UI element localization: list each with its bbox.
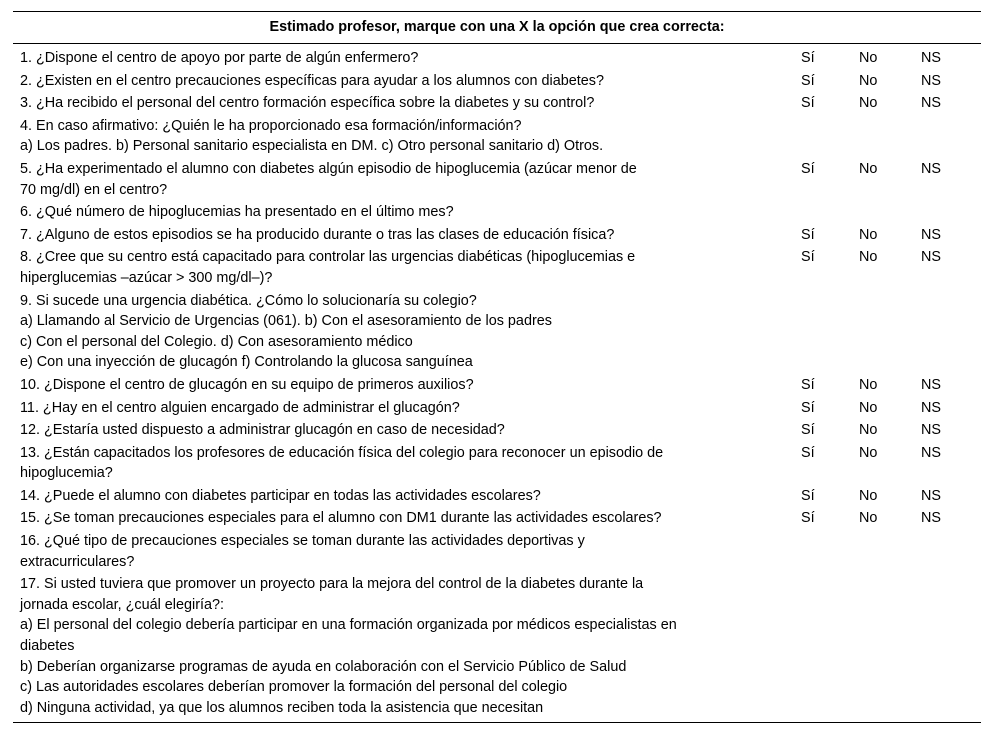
option-si[interactable]: Sí [801, 160, 815, 177]
option-no-cell [848, 574, 910, 723]
table-row [13, 225, 981, 248]
table-row [13, 116, 981, 159]
option-ns-cell [910, 116, 981, 159]
option-no[interactable]: No [859, 50, 878, 66]
question-text [13, 531, 786, 574]
question-line: 16. ¿Qué tipo de precauciones especiales se toman durante las actividades deportivas y [20, 533, 585, 550]
option-no[interactable]: No [859, 249, 878, 266]
table-header: Estimado profesor, marque con una X la opción que crea correcta: [13, 12, 981, 44]
option-no-cell [848, 531, 910, 574]
option-no[interactable]: No [859, 72, 878, 89]
table-row [13, 398, 981, 421]
option-no[interactable]: No [859, 510, 878, 527]
question-line: 12. ¿Estaría usted dispuesto a administrar glucagón en caso de necesidad? [20, 422, 505, 439]
option-ns[interactable]: NS [921, 376, 941, 393]
option-si[interactable]: Sí [801, 50, 815, 66]
option-no[interactable]: No [859, 160, 878, 177]
option-no-cell [848, 159, 910, 202]
option-ns[interactable]: NS [921, 444, 941, 461]
table-row [13, 486, 981, 509]
table-row [13, 443, 981, 486]
option-no-cell [848, 398, 910, 421]
question-line: a) Los padres. b) Personal sanitario especialista en DM. c) Otro personal sanitario d) Otros. [20, 138, 604, 155]
option-no-cell [848, 202, 910, 225]
option-no[interactable]: No [859, 399, 878, 416]
option-ns[interactable]: NS [921, 510, 941, 527]
question-line: 14. ¿Puede el alumno con diabetes participar en todas las actividades escolares? [20, 487, 541, 504]
option-no-cell [848, 225, 910, 248]
table-row [13, 531, 981, 574]
question-line: 5. ¿Ha experimentado el alumno con diabetes algún episodio de hipoglucemia (azúcar menor de [20, 160, 637, 177]
option-ns[interactable]: NS [921, 399, 941, 416]
option-ns-cell [910, 71, 981, 94]
question-line: hipoglucemia? [20, 465, 113, 482]
question-text [13, 71, 786, 94]
option-ns-cell [910, 93, 981, 116]
option-si-cell [786, 247, 848, 290]
option-si-cell [786, 420, 848, 443]
option-si[interactable]: Sí [801, 487, 815, 504]
option-ns[interactable]: NS [921, 226, 941, 243]
option-ns-cell [910, 443, 981, 486]
option-ns-cell [910, 225, 981, 248]
option-ns-cell [910, 420, 981, 443]
question-line: d) Ninguna actividad, ya que los alumnos reciben toda la asistencia que necesitan [20, 699, 544, 716]
option-si-cell [786, 202, 848, 225]
question-line: e) Con una inyección de glucagón f) Controlando la glucosa sanguínea [20, 354, 473, 371]
table-row [13, 420, 981, 443]
question-line: jornada escolar, ¿cuál elegiría?: [20, 596, 224, 613]
option-si-cell [786, 44, 848, 71]
option-no-cell [848, 71, 910, 94]
question-text [13, 291, 786, 375]
option-ns-cell [910, 247, 981, 290]
table-row [13, 93, 981, 116]
question-line: b) Deberían organizarse programas de ayuda en colaboración con el Servicio Público de Salud [20, 658, 627, 675]
table-row [13, 375, 981, 398]
option-no[interactable]: No [859, 376, 878, 393]
option-ns-cell [910, 44, 981, 71]
table-row [13, 71, 981, 94]
option-ns[interactable]: NS [921, 487, 941, 504]
option-no-cell [848, 443, 910, 486]
question-text [13, 116, 786, 159]
question-line: c) Con el personal del Colegio. d) Con asesoramiento médico [20, 333, 413, 350]
question-line: 9. Si sucede una urgencia diabética. ¿Cómo lo solucionaría su colegio? [20, 292, 477, 309]
table-header-row [13, 12, 981, 44]
option-no[interactable]: No [859, 226, 878, 243]
option-si[interactable]: Sí [801, 422, 815, 439]
question-text [13, 247, 786, 290]
option-no-cell [848, 375, 910, 398]
option-si-cell [786, 531, 848, 574]
option-ns[interactable]: NS [921, 72, 941, 89]
option-ns[interactable]: NS [921, 95, 941, 112]
question-text [13, 225, 786, 248]
option-no-cell [848, 116, 910, 159]
option-ns-cell [910, 291, 981, 375]
option-ns-cell [910, 398, 981, 421]
option-ns-cell [910, 202, 981, 225]
question-text [13, 398, 786, 421]
option-no-cell [848, 420, 910, 443]
option-no[interactable]: No [859, 95, 878, 112]
question-line: 13. ¿Están capacitados los profesores de educación física del colegio para reconocer un episodio de [20, 444, 664, 461]
question-text [13, 574, 786, 723]
option-si[interactable]: Sí [801, 376, 815, 393]
question-line: a) Llamando al Servicio de Urgencias (061). b) Con el asesoramiento de los padres [20, 313, 552, 330]
question-text [13, 420, 786, 443]
option-si-cell [786, 225, 848, 248]
option-si-cell [786, 486, 848, 509]
option-no-cell [848, 291, 910, 375]
table-row [13, 44, 981, 71]
question-line: c) Las autoridades escolares deberían promover la formación del personal del colegio [20, 679, 568, 696]
question-line: extracurriculares? [20, 553, 135, 570]
option-no-cell [848, 508, 910, 531]
table-row [13, 508, 981, 531]
question-text [13, 93, 786, 116]
question-text [13, 508, 786, 531]
option-no-cell [848, 247, 910, 290]
option-ns-cell [910, 375, 981, 398]
option-no-cell [848, 93, 910, 116]
table-row [13, 291, 981, 375]
question-line: 15. ¿Se toman precauciones especiales para el alumno con DM1 durante las actividades escolares? [20, 510, 662, 527]
table-row [13, 159, 981, 202]
question-line: 17. Si usted tuviera que promover un proyecto para la mejora del control de la diabetes durante la [20, 576, 644, 593]
question-line: 10. ¿Dispone el centro de glucagón en su equipo de primeros auxilios? [20, 376, 474, 393]
option-si-cell [786, 159, 848, 202]
option-si[interactable]: Sí [801, 72, 815, 89]
option-ns-cell [910, 508, 981, 531]
question-line: hiperglucemias –azúcar > 300 mg/dl–)? [20, 269, 273, 286]
option-ns-cell [910, 531, 981, 574]
option-no[interactable]: No [859, 422, 878, 439]
option-si[interactable]: Sí [801, 399, 815, 416]
option-ns[interactable]: NS [921, 160, 941, 177]
option-si[interactable]: Sí [801, 510, 815, 527]
question-line: 1. ¿Dispone el centro de apoyo por parte de algún enfermero? [20, 50, 419, 66]
option-ns[interactable]: NS [921, 50, 941, 66]
question-line: 7. ¿Alguno de estos episodios se ha producido durante o tras las clases de educación física? [20, 226, 615, 243]
question-line: 11. ¿Hay en el centro alguien encargado de administrar el glucagón? [20, 399, 460, 416]
question-line: 4. En caso afirmativo: ¿Quién le ha proporcionado esa formación/información? [20, 117, 522, 134]
question-text [13, 202, 786, 225]
option-ns[interactable]: NS [921, 422, 941, 439]
option-si[interactable]: Sí [801, 95, 815, 112]
table-row [13, 202, 981, 225]
question-text [13, 486, 786, 509]
question-line: 8. ¿Cree que su centro está capacitado para controlar las urgencias diabéticas (hipoglucemias e [20, 249, 636, 266]
question-line: 2. ¿Existen en el centro precauciones específicas para ayudar a los alumnos con diabetes? [20, 72, 604, 89]
question-text [13, 443, 786, 486]
option-si-cell [786, 574, 848, 723]
option-no-cell [848, 44, 910, 71]
option-no-cell [848, 486, 910, 509]
option-si-cell [786, 291, 848, 375]
option-ns-cell [910, 574, 981, 723]
table-row [13, 247, 981, 290]
option-ns-cell [910, 159, 981, 202]
option-si[interactable]: Sí [801, 444, 815, 461]
question-line: 6. ¿Qué número de hipoglucemias ha presentado en el último mes? [20, 204, 454, 221]
question-line: diabetes [20, 638, 75, 655]
option-si-cell [786, 398, 848, 421]
option-si-cell [786, 508, 848, 531]
option-ns-cell [910, 486, 981, 509]
option-si[interactable]: Sí [801, 226, 815, 243]
table-row [13, 574, 981, 723]
option-no[interactable]: No [859, 444, 878, 461]
question-text [13, 375, 786, 398]
question-line: a) El personal del colegio debería participar en una formación organizada por médicos especialistas en [20, 617, 677, 634]
question-text [13, 44, 786, 71]
question-line: 70 mg/dl) en el centro? [20, 181, 168, 198]
option-si[interactable]: Sí [801, 249, 815, 266]
option-si-cell [786, 116, 848, 159]
option-ns[interactable]: NS [921, 249, 941, 266]
option-si-cell [786, 375, 848, 398]
question-text [13, 159, 786, 202]
option-si-cell [786, 71, 848, 94]
option-si-cell [786, 443, 848, 486]
questionnaire-table [13, 11, 981, 723]
question-line: 3. ¿Ha recibido el personal del centro formación específica sobre la diabetes y su control? [20, 95, 595, 112]
option-no[interactable]: No [859, 487, 878, 504]
questions-body [13, 44, 981, 723]
option-si-cell [786, 93, 848, 116]
